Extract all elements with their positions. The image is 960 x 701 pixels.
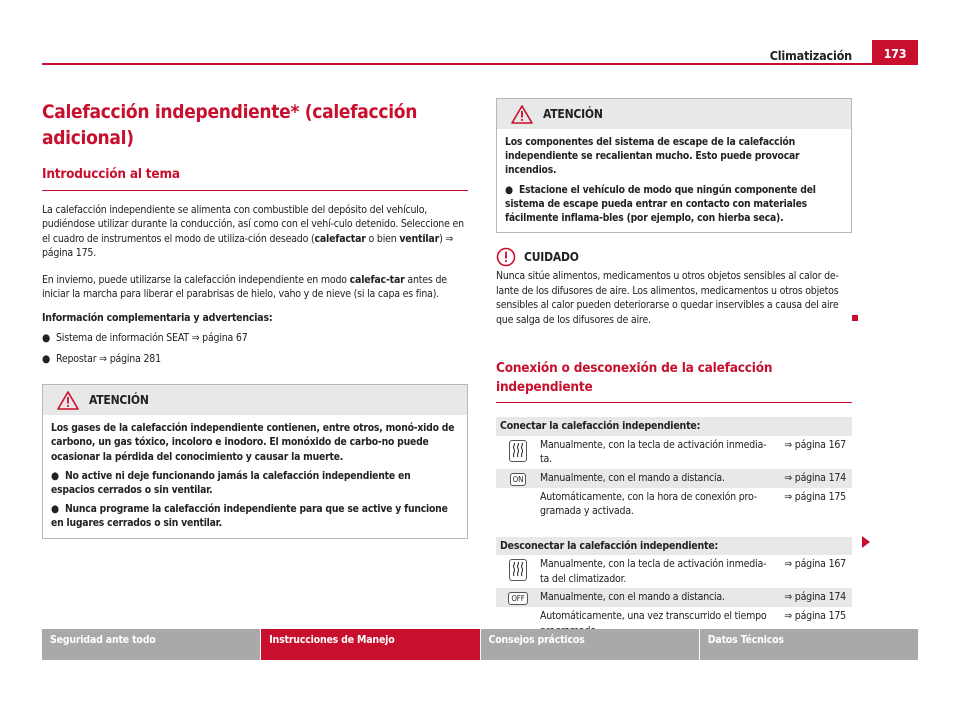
left-column xyxy=(42,100,468,539)
list-item[interactable]: ● Repostar ⇒ página 281 xyxy=(42,352,161,365)
continue-arrow-icon xyxy=(862,536,870,548)
list-item[interactable]: ● Sistema de información SEAT ⇒ página 67 xyxy=(42,332,248,345)
running-header-section: Climatización xyxy=(769,48,852,63)
page-reference-link[interactable]: ⇒ página 174 xyxy=(784,471,846,484)
page-title: Calefacción independiente* (calefacción adicional) xyxy=(42,101,418,149)
right-column xyxy=(496,98,852,640)
page-number: 173 xyxy=(872,40,918,64)
page-reference-link[interactable]: ⇒ página 175 xyxy=(784,610,846,623)
table-cell-description: Manualmente, con la tecla de activación inmedia-ta del climatizador. xyxy=(540,558,767,585)
warning-text: Los gases de la calefacción independiente contienen, entre otros, monó-xido de carbono, un gas tóxico, incoloro e inodoro. El monóxido de carbo-no puede ocasionar la pérdida del conocimiento y causar la muerte. xyxy=(51,422,455,463)
warning-bullet: ● Nunca programe la calefacción independiente para que se active y funcione en lugares cerrados o sin ventilar. xyxy=(51,503,448,530)
connect-table-heading: Conectar la calefacción independiente: xyxy=(496,417,852,435)
connect-table xyxy=(496,417,852,520)
footer-tab-datos[interactable]: Datos Técnicos xyxy=(700,629,918,660)
table-cell-description: Manualmente, con el mando a distancia. xyxy=(540,591,725,604)
info-heading: Información complementaria y advertencias: xyxy=(42,311,273,324)
section-heading-intro: Introducción al tema xyxy=(42,165,468,191)
caution-header xyxy=(496,247,852,267)
warning-text: Los componentes del sistema de escape de la calefacción independiente se recalientan mucho. Esto puede provocar incendios. xyxy=(505,136,800,177)
warning-header xyxy=(43,385,467,415)
page-reference-link[interactable]: ⇒ página 167 xyxy=(784,558,846,571)
warning-box-left xyxy=(42,384,468,538)
page-reference-link[interactable]: ⇒ página 174 xyxy=(784,591,846,604)
caution-icon xyxy=(496,247,516,267)
warning-bullet: ● Estacione el vehículo de modo que ningún componente del sistema de escape pueda entrar en contacto con materiales fácilmente inflama-bles (por ejemplo, con hierba seca). xyxy=(505,183,816,225)
table-cell-description: Automáticamente, una vez transcurrido el tiempo xyxy=(540,610,767,623)
table-row xyxy=(496,588,852,607)
table-cell-description: Manualmente, con la tecla de activación inmedia-ta. xyxy=(540,438,767,466)
intro-paragraph-2: En invierno, puede utilizarse la calefacción independiente en modo calefac-tar antes de iniciar la marcha para liberar el parabrisas de hielo, vaho y de nieve (si la capa es fina). xyxy=(42,273,447,301)
warning-title: ATENCIÓN xyxy=(543,106,603,121)
bullet-icon: ● xyxy=(42,332,51,345)
remote-on-key-icon: ON xyxy=(510,473,527,486)
warning-triangle-icon xyxy=(511,105,533,124)
intro-paragraph-1: La calefacción independiente se alimenta con combustible del depósito del vehículo, pudiéndose utilizar durante la conducción, así como con el vehí-culo detenido. Seleccione en el cuadro de instrumentos el modo de utiliza-ción deseado (calefactar o bien ventilar) ⇒ página 175. xyxy=(42,203,464,260)
caution-title: CUIDADO xyxy=(524,249,579,264)
footer-tab-consejos[interactable]: Consejos prácticos xyxy=(481,629,699,660)
page-reference-link[interactable]: ⇒ página 175 xyxy=(784,490,846,503)
warning-body xyxy=(497,129,851,232)
caution-text: Nunca sitúe alimentos, medicamentos u otros objetos sensibles al calor de-lante de los difusores de aire. Los alimentos, medicamentos u otros objetos sensibles al calor pueden deteriorarse o quedar inservibles a causa del aire que salga de los difusores de aire. xyxy=(496,270,839,326)
bullet-icon: ● xyxy=(42,352,51,365)
caution-body xyxy=(496,269,852,327)
heater-button-icon xyxy=(509,440,527,462)
page-reference-link[interactable]: ⇒ página 167 xyxy=(784,438,846,451)
heater-button-icon xyxy=(509,559,527,581)
disconnect-table xyxy=(496,537,852,640)
warning-title: ATENCIÓN xyxy=(89,392,149,407)
table-row xyxy=(496,469,852,488)
end-of-section-mark xyxy=(852,315,858,321)
section-heading-connection: Conexión o desconexión de la calefacción independiente xyxy=(496,359,852,403)
remote-off-key-icon: OFF xyxy=(508,592,527,605)
table-row xyxy=(496,555,852,588)
disconnect-table-heading: Desconectar la calefacción independiente: xyxy=(496,537,852,555)
header-rule xyxy=(42,63,918,65)
warning-bullet: ● No active ni deje funcionando jamás la calefacción independiente en espacios cerrados o sin ventilar. xyxy=(51,469,411,497)
table-cell-description: Manualmente, con el mando a distancia. xyxy=(540,471,725,484)
table-cell-description: Automáticamente, con la hora de conexión pro-gramada y activada. xyxy=(540,490,757,518)
footer-nav xyxy=(42,629,918,660)
footer-tab-seguridad[interactable]: Seguridad ante todo xyxy=(42,629,260,660)
warning-header xyxy=(497,99,851,129)
warning-body xyxy=(43,415,467,537)
table-row xyxy=(496,436,852,469)
warning-box-right xyxy=(496,98,852,233)
warning-triangle-icon xyxy=(57,391,79,410)
footer-tab-instrucciones[interactable]: Instrucciones de Manejo xyxy=(261,629,479,660)
table-row xyxy=(496,488,852,521)
